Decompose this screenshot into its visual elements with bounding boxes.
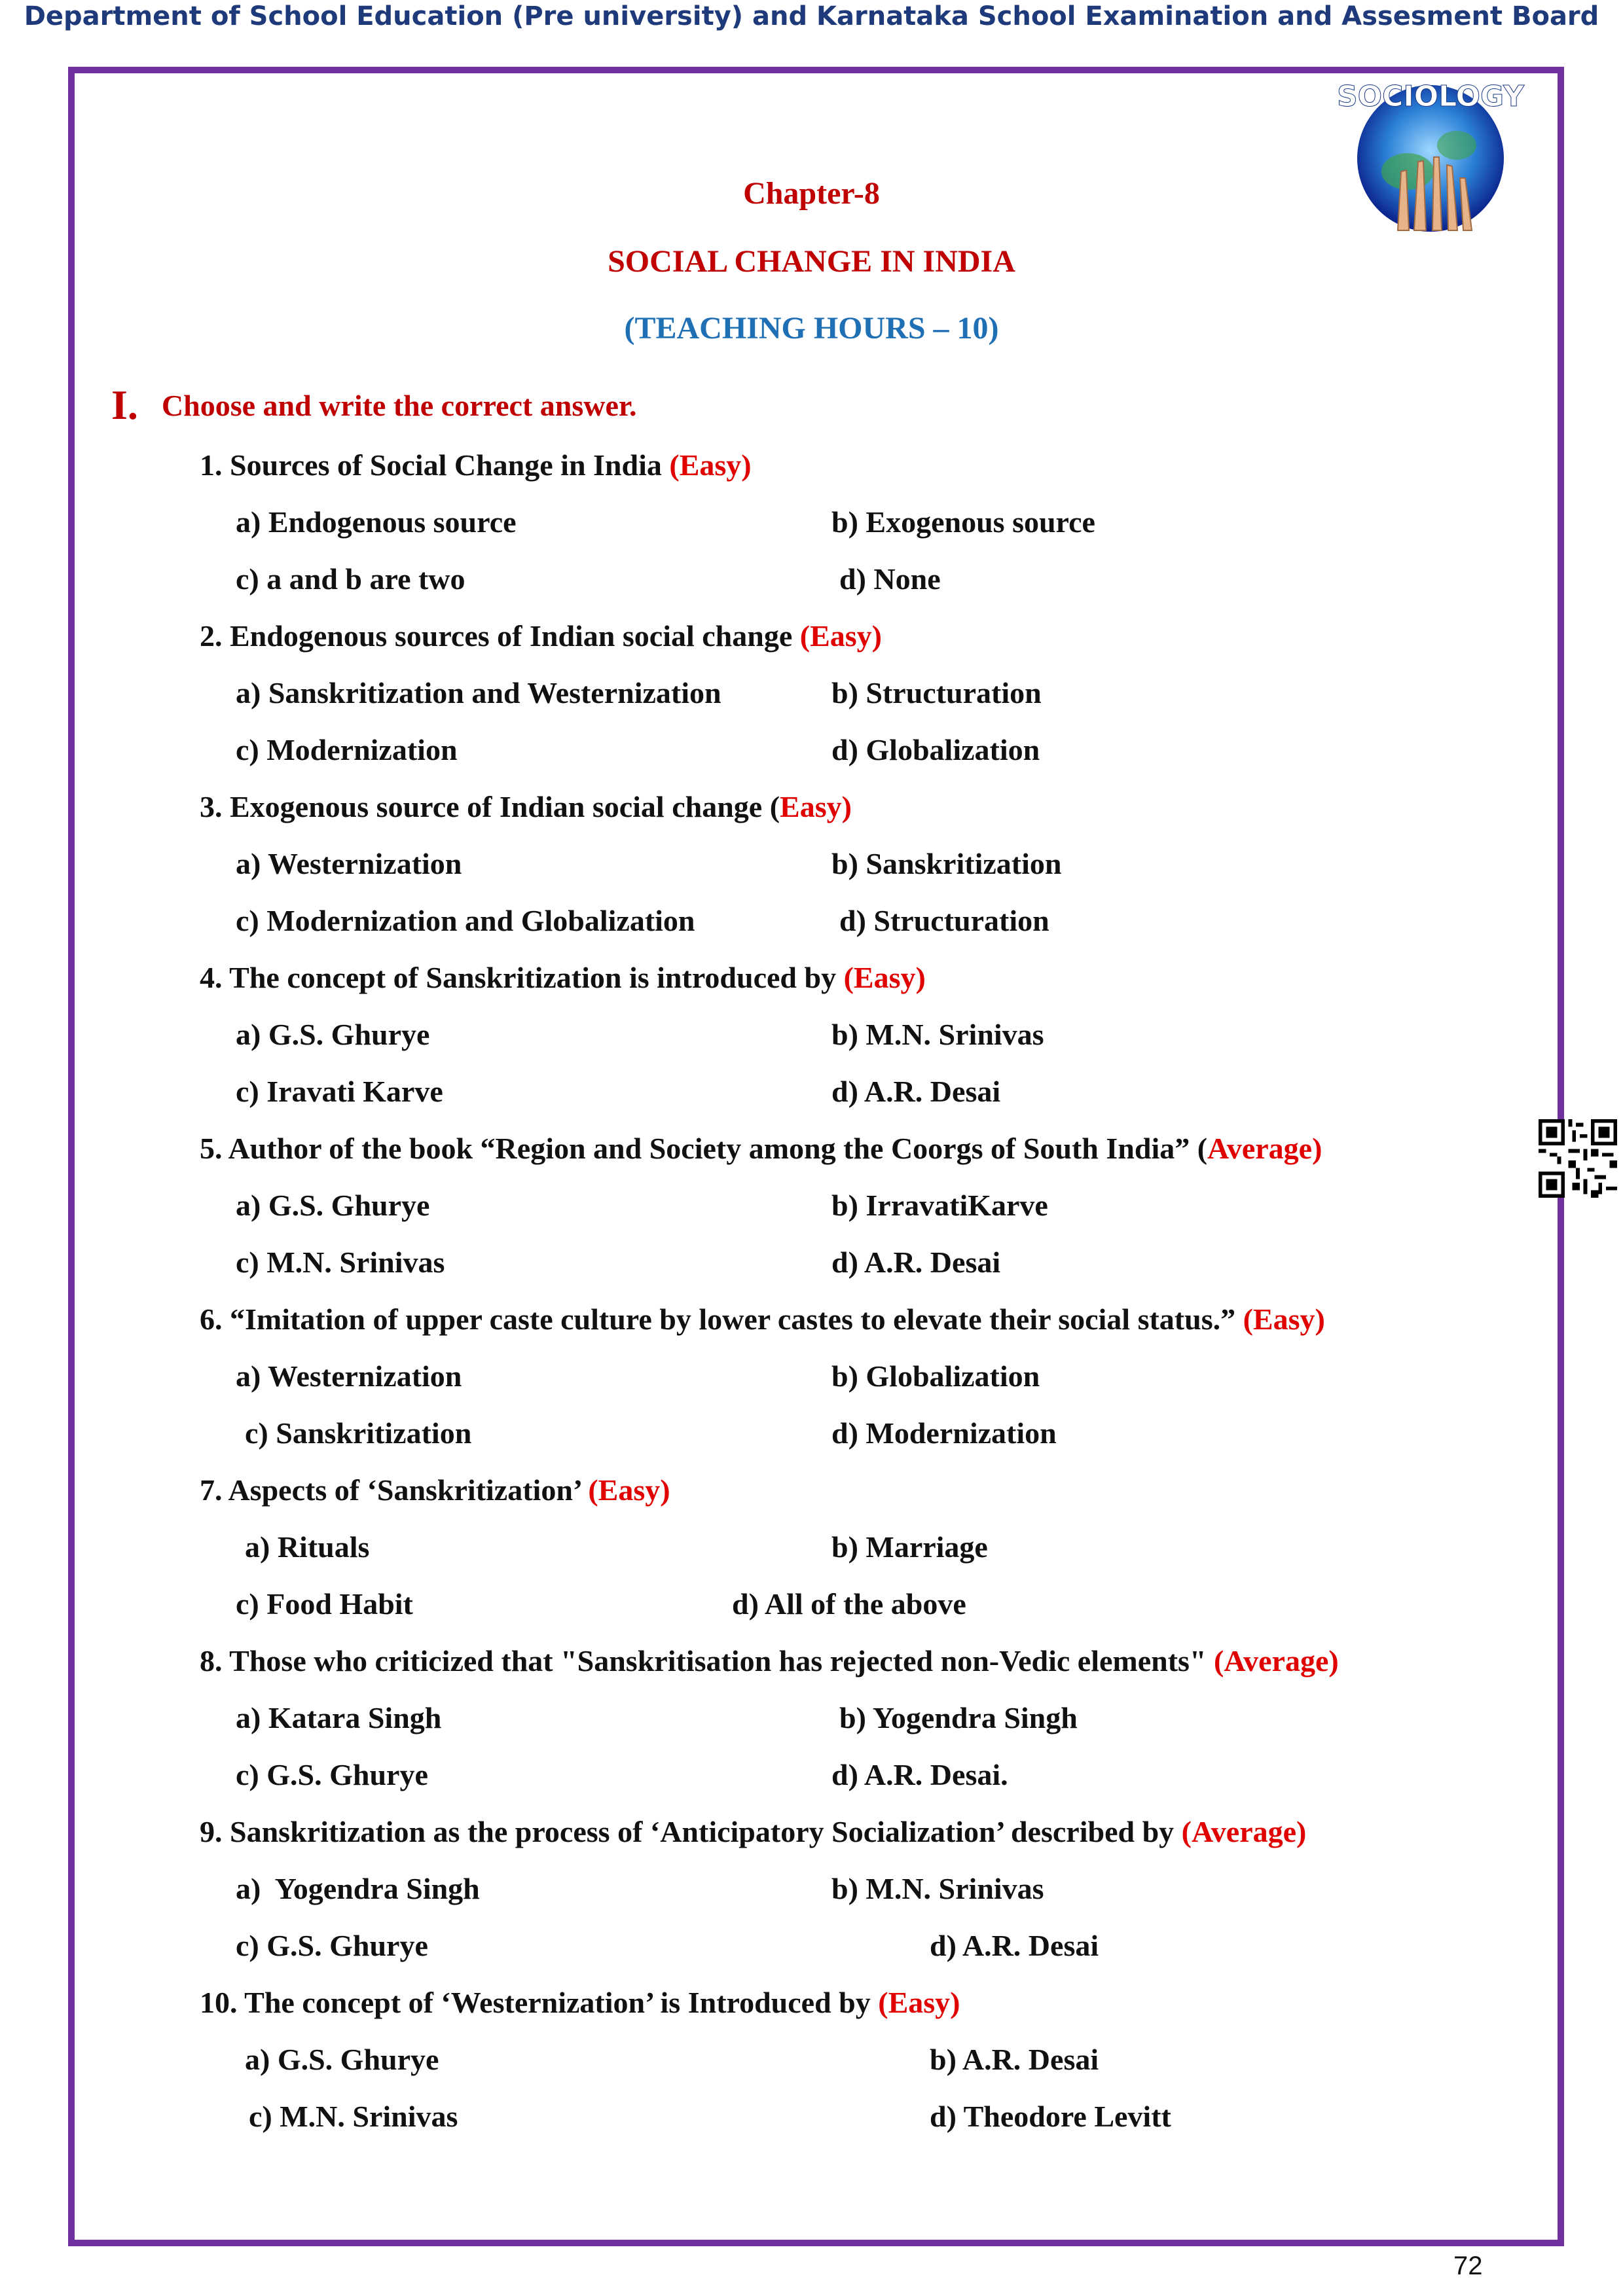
option-c: c) Sanskritization [245,1416,472,1450]
question-text: 7. Aspects of ‘Sanskritization’ [200,1473,589,1507]
difficulty-label: Average) [1207,1132,1322,1165]
board-header: Department of School Education (Pre university) and Karnataka School Examination and Assesment Board [24,1,1599,31]
option-d: d) A.R. Desai [831,1246,1001,1279]
option-a: a) Katara Singh [236,1701,442,1734]
option-c: c) Modernization and Globalization [236,904,695,937]
option-c: c) a and b are two [236,562,465,596]
option-d: d) All of the above [732,1587,966,1621]
chapter-label: Chapter-8 [743,176,880,211]
question-text: 4. The concept of Sanskritization is introduced by [200,961,844,994]
question [200,789,852,824]
option-b: b) A.R. Desai [930,2043,1099,2076]
option-c: c) Modernization [236,733,458,766]
option-d: d) Theodore Levitt [930,2100,1171,2133]
option-a: a) Endogenous source [236,505,517,539]
section-heading [111,381,637,429]
option-c: c) Iravati Karve [236,1075,443,1108]
option-d: d) Modernization [831,1416,1057,1450]
option-a: a) Westernization [236,847,462,880]
question-text: 3. Exogenous source of Indian social change ( [200,790,780,823]
section-text: Choose and write the correct answer. [161,388,637,422]
option-d: d) Globalization [831,733,1040,766]
option-b: b) Structuration [831,676,1042,709]
option-a: a) G.S. Ghurye [236,1189,430,1222]
question [200,1473,670,1507]
question-text: 2. Endogenous sources of Indian social change [200,619,800,653]
option-c: c) Food Habit [236,1587,413,1621]
question [200,448,752,482]
qr-code-icon [1539,1119,1617,1198]
option-b: b) Sanskritization [831,847,1062,880]
difficulty-label: (Easy) [878,1986,960,2019]
option-b: b) Exogenous source [831,505,1095,539]
option-a: a) Sanskritization and Westernization [236,676,721,709]
option-b: b) IrravatiKarve [831,1189,1048,1222]
option-b: b) M.N. Srinivas [831,1018,1044,1051]
option-b: b) Marriage [831,1530,988,1564]
difficulty-label: (Easy) [843,961,926,994]
option-a: a) Westernization [236,1359,462,1393]
question [200,1643,1339,1678]
option-a: a) Rituals [245,1530,370,1564]
difficulty-label: (Easy) [799,619,882,653]
question [200,1302,1325,1336]
question-text: 10. The concept of ‘Westernization’ is Introduced by [200,1986,879,2019]
chapter-title: SOCIAL CHANGE IN INDIA [608,244,1015,279]
option-c: c) G.S. Ghurye [236,1929,428,1962]
question [200,960,926,995]
option-d: d) A.R. Desai [831,1075,1001,1108]
option-c: c) M.N. Srinivas [249,2100,458,2133]
option-b: b) Yogendra Singh [839,1701,1078,1734]
option-a: a) Yogendra Singh [236,1872,480,1905]
difficulty-label: (Average) [1181,1815,1307,1848]
question-text: 9. Sanskritization as the process of ‘Anticipatory Socialization’ described by [200,1815,1182,1848]
difficulty-label: (Easy) [1243,1302,1325,1336]
option-b: b) M.N. Srinivas [831,1872,1044,1905]
question [200,1131,1322,1166]
difficulty-label: (Easy) [669,448,752,482]
difficulty-label: (Average) [1214,1644,1339,1677]
option-c: c) M.N. Srinivas [236,1246,445,1279]
option-d: d) A.R. Desai [930,1929,1099,1962]
option-d: d) None [839,562,941,596]
question [200,1985,960,2020]
option-d: d) A.R. Desai. [831,1758,1008,1791]
question-text: 5. Author of the book “Region and Society among the Coorgs of South India” ( [200,1132,1208,1165]
option-a: a) G.S. Ghurye [236,1018,430,1051]
question-text: 1. Sources of Social Change in India [200,448,670,482]
difficulty-label: Easy) [780,790,852,823]
teaching-hours: (TEACHING HOURS – 10) [624,311,999,346]
question [200,1814,1306,1849]
question-text: 6. “Imitation of upper caste culture by lower castes to elevate their social status.” [200,1302,1243,1336]
section-number: I. [111,382,138,428]
sociology-logo [1336,73,1525,237]
logo-text: SOCIOLOGY [1336,80,1525,113]
page-number: 72 [1453,2251,1483,2280]
difficulty-label: (Easy) [588,1473,670,1507]
question [200,619,882,653]
option-a: a) G.S. Ghurye [245,2043,439,2076]
option-d: d) Structuration [839,904,1049,937]
option-c: c) G.S. Ghurye [236,1758,428,1791]
option-b: b) Globalization [831,1359,1040,1393]
question-text: 8. Those who criticized that "Sanskritisation has rejected non-Vedic elements" [200,1644,1214,1677]
